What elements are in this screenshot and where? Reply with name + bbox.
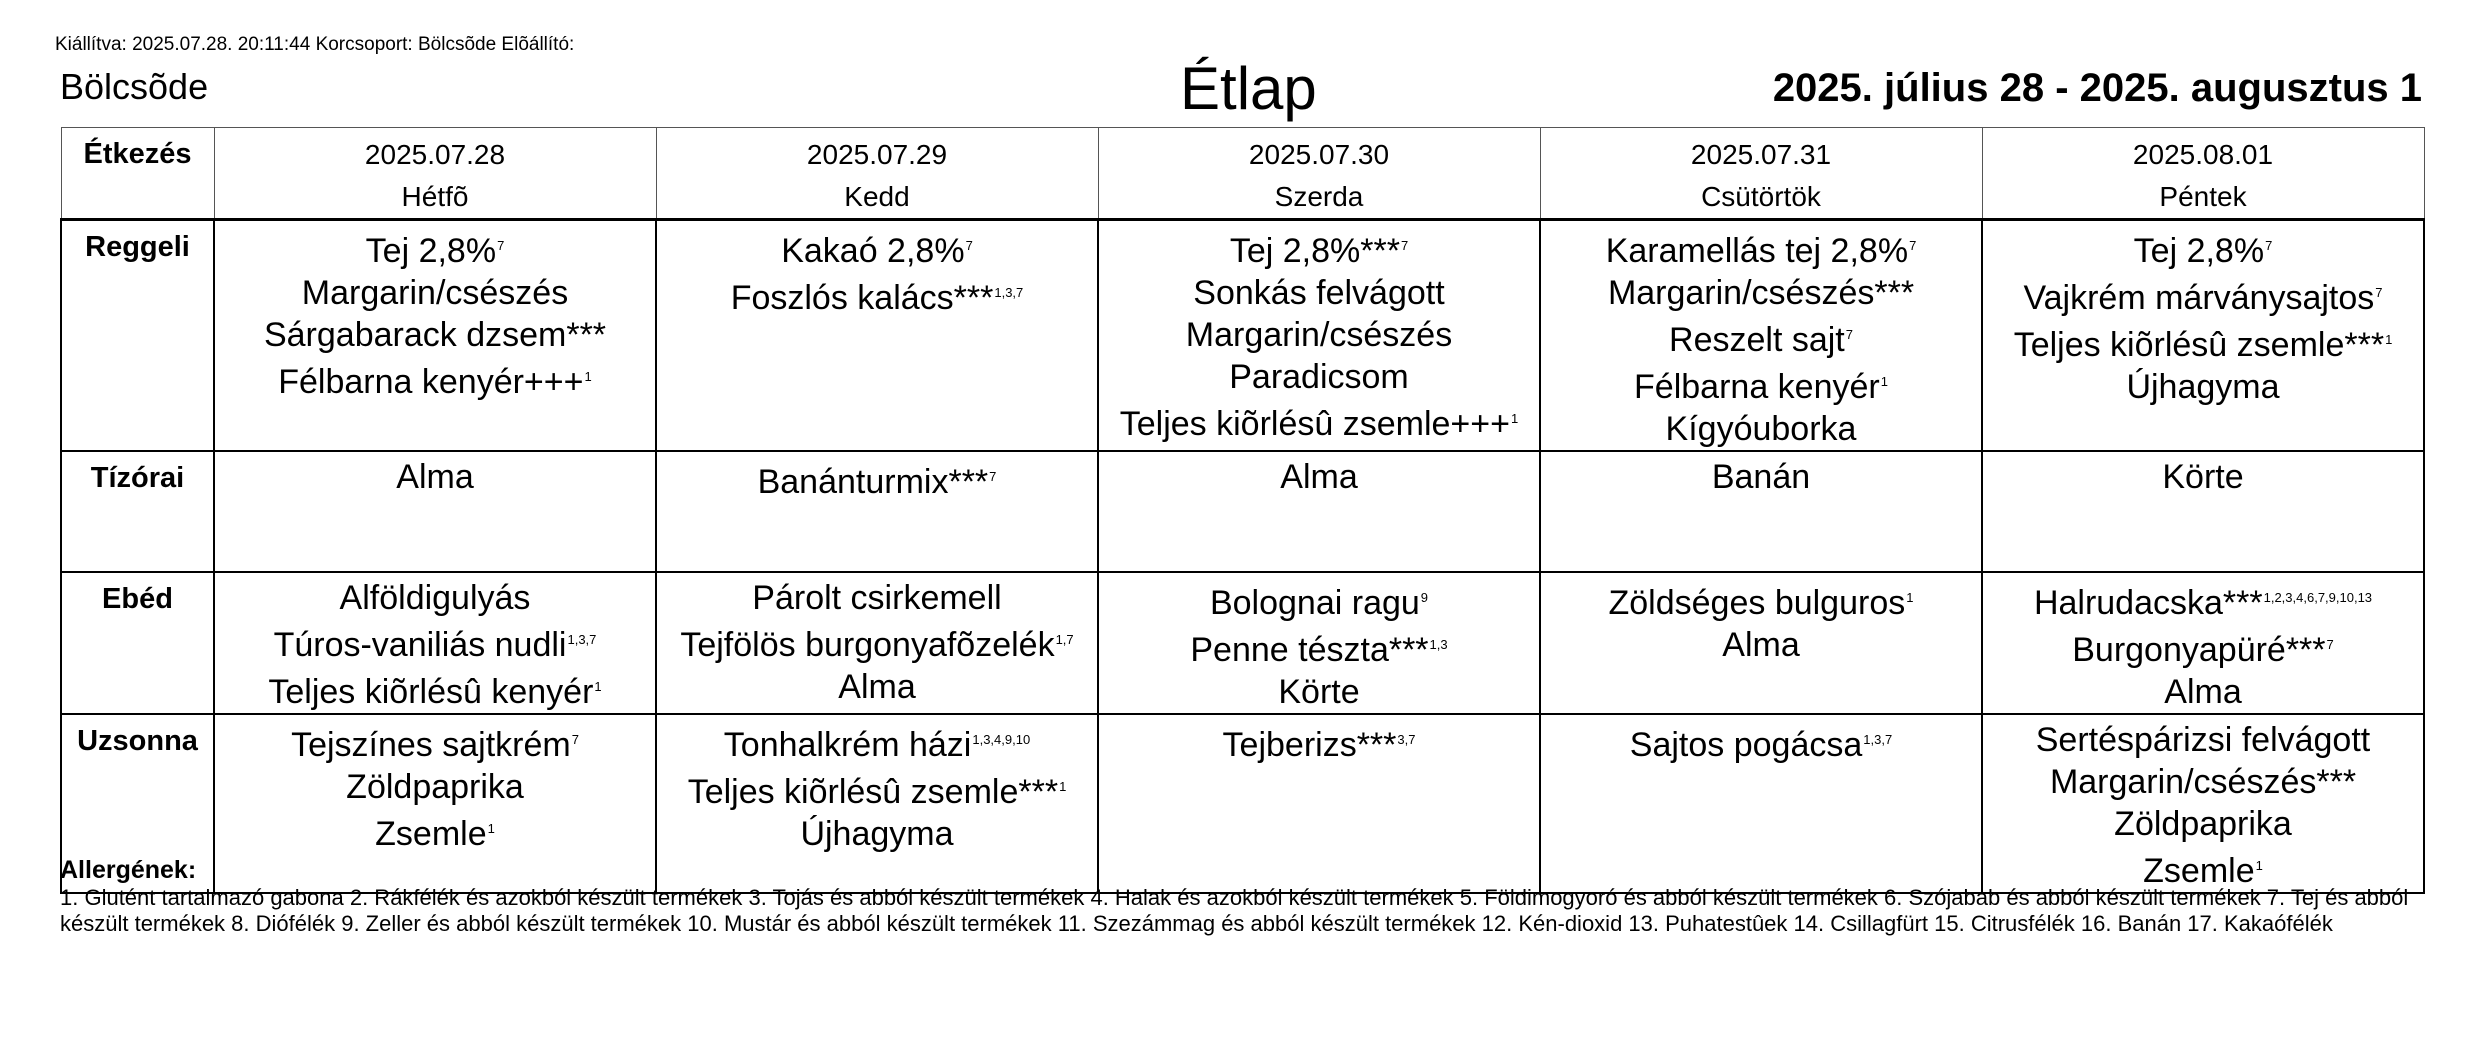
menu-item [1541, 577, 1981, 624]
menu-item [1541, 361, 1981, 408]
allergen-codes: 1 [584, 369, 592, 384]
menu-cell-items [1099, 715, 1539, 766]
menu-item-name: Tejberizs*** [1222, 726, 1397, 764]
menu-item-name: Újhagyma [800, 815, 954, 853]
menu-item [215, 719, 655, 766]
menu-item [215, 666, 655, 713]
allergen-codes: 1 [1906, 590, 1914, 605]
meal-row [61, 572, 2424, 714]
allergen-list: 1. Glutént tartalmazó gabona 2. Rákfélék és azokból készült termékek 3. Tojás és abból készült termékek 4. Halak és azokból készült termékek 5. Földimogyoró és abból készült termékek 6. Szójabab és abból készült termékek 7. Tej és abból készült termékek 8. Diófélék 9. Zeller és abból készült termékek 10. Mustár és abból készült termékek 11. Szezámmag és abból készült termékek 12. Kén-dioxid 13. Puhatestûek 14. Csillagfürt 15. Citrusfélék 16. Banán 17. Kakaófélék [60, 885, 2409, 936]
menu-item-name: Alföldigulyás [339, 579, 531, 617]
menu-item-name: Tej 2,8% [2133, 232, 2265, 270]
menu-cell [1540, 572, 1982, 714]
menu-item [1099, 577, 1539, 624]
menu-cell [1982, 572, 2424, 714]
allergen-codes: 1,3,7 [1863, 732, 1893, 747]
menu-item-name: Margarin/csészés*** [2049, 763, 2357, 801]
menu-item [1983, 761, 2423, 803]
day-header-cell [1982, 128, 2424, 220]
menu-item-name: Banánturmix*** [757, 463, 989, 501]
menu-cell [214, 220, 656, 452]
allergen-codes: 7 [2326, 637, 2334, 652]
allergen-codes: 1 [594, 679, 602, 694]
menu-item-name: Túros-vaniliás nudli [273, 626, 567, 664]
menu-item [657, 666, 1097, 708]
menu-item-name: Margarin/csészés [301, 274, 569, 312]
menu-item [1099, 356, 1539, 398]
allergen-heading: Allergének: [60, 856, 197, 884]
menu-item [1099, 671, 1539, 713]
menu-cell-items [1983, 573, 2423, 713]
meal-label-cell [61, 451, 214, 572]
menu-item-name: Tej 2,8% [365, 232, 497, 270]
menu-cell-items [215, 573, 655, 713]
date-range: 2025. július 28 - 2025. augusztus 1 [1772, 66, 2422, 110]
menu-item-name: Körte [2162, 458, 2244, 496]
menu-cell [1540, 451, 1982, 572]
menu-item [1983, 803, 2423, 845]
menu-item-name: Sajtos pogácsa [1629, 726, 1863, 764]
menu-item [657, 456, 1097, 503]
menu-item-name: Félbarna kenyér+++ [278, 363, 584, 401]
menu-item [1541, 225, 1981, 272]
day-date: 2025.07.30 [1248, 139, 1390, 170]
menu-cell-items [657, 573, 1097, 708]
allergen-codes: 1 [487, 821, 495, 836]
menu-item-name: Zöldpaprika [346, 768, 524, 806]
menu-item [1099, 225, 1539, 272]
menu-cell-items [1541, 573, 1981, 666]
menu-item-name: Teljes kiõrlésû zsemle*** [2013, 326, 2385, 364]
menu-cell [1098, 220, 1540, 452]
menu-item-name: Teljes kiõrlésû kenyér [268, 673, 594, 711]
menu-cell [1540, 220, 1982, 452]
menu-item [657, 619, 1097, 666]
meal-label-cell [61, 220, 214, 452]
menu-item-name: Halrudacska*** [2033, 584, 2263, 622]
day-date: 2025.07.28 [364, 139, 506, 170]
menu-item-name: Banán [1711, 458, 1811, 496]
menu-item [1983, 719, 2423, 761]
menu-item [215, 619, 655, 666]
menu-item-name: Paradicsom [1229, 358, 1409, 396]
menu-item-name: Félbarna kenyér [1634, 368, 1880, 406]
menu-item [1541, 624, 1981, 666]
allergen-codes: 1 [2385, 332, 2393, 347]
menu-item [1541, 719, 1981, 766]
meal-row [61, 220, 2424, 452]
menu-cell-items [215, 715, 655, 855]
menu-item [1983, 272, 2423, 319]
meal-label: Reggeli [85, 231, 190, 263]
menu-item [1541, 314, 1981, 361]
menu-item-name: Tejfölös burgonyafõzelék [680, 626, 1055, 664]
allergen-codes: 1 [1511, 411, 1519, 426]
menu-item [1983, 671, 2423, 713]
menu-item-name: Foszlós kalács*** [730, 279, 994, 317]
allergen-codes: 1,7 [1055, 632, 1074, 647]
corner-header-cell [61, 128, 214, 220]
menu-item [1099, 624, 1539, 671]
menu-item [657, 719, 1097, 766]
page-title: Étlap [1180, 55, 1317, 122]
meal-label: Ebéd [102, 583, 173, 615]
menu-item [1983, 456, 2423, 498]
menu-cell [214, 572, 656, 714]
header-row [61, 128, 2424, 220]
day-name: Hétfõ [401, 181, 469, 212]
menu-item [1541, 272, 1981, 314]
menu-item-name: Sárgabarack dzsem*** [263, 316, 607, 354]
menu-item-name: Sertéspárizsi felvágott [2035, 721, 2371, 759]
allergen-codes: 1 [1059, 779, 1067, 794]
menu-item [657, 272, 1097, 319]
allergen-codes: 1,3,7 [994, 285, 1024, 300]
menu-item-name: Burgonyapüré*** [2072, 631, 2326, 669]
menu-item [215, 808, 655, 855]
day-date: 2025.07.29 [806, 139, 948, 170]
menu-item [1099, 314, 1539, 356]
menu-item [1541, 456, 1981, 498]
menu-item-name: Bolognai ragu [1209, 584, 1420, 622]
menu-cell [1982, 451, 2424, 572]
menu-item [215, 766, 655, 808]
menu-item [1099, 272, 1539, 314]
menu-item-name: Zöldséges bulguros [1608, 584, 1906, 622]
menu-cell [1982, 220, 2424, 452]
menu-item [1983, 319, 2423, 366]
menu-item-name: Zöldpaprika [2114, 805, 2292, 843]
menu-item-name: Tonhalkrém házi [723, 726, 972, 764]
meal-label: Tízórai [90, 462, 185, 494]
menu-item [215, 225, 655, 272]
day-date: 2025.07.31 [1690, 139, 1832, 170]
allergen-codes: 1,2,3,4,6,7,9,10,13 [2263, 590, 2373, 605]
menu-item-name: Zsemle [375, 815, 487, 853]
menu-item [1983, 577, 2423, 624]
menu-item-name: Karamellás tej 2,8% [1605, 232, 1909, 270]
menu-cell [656, 220, 1098, 452]
menu-cell-items [657, 715, 1097, 855]
menu-item [1099, 719, 1539, 766]
menu-cell-items [215, 221, 655, 403]
menu-item [215, 577, 655, 619]
menu-item-name: Körte [1278, 673, 1360, 711]
meal-row [61, 451, 2424, 572]
menu-item [1983, 225, 2423, 272]
menu-item [1099, 398, 1539, 445]
menu-item [657, 577, 1097, 619]
day-name: Szerda [1274, 181, 1364, 212]
day-name: Csütörtök [1701, 181, 1821, 212]
menu-cell-items [657, 221, 1097, 319]
day-header-cell [214, 128, 656, 220]
menu-cell [1098, 451, 1540, 572]
menu-table [60, 127, 2425, 894]
menu-item [657, 225, 1097, 272]
menu-item-name: Kígyóuborka [1665, 410, 1857, 448]
menu-item-name: Alma [2164, 673, 2242, 711]
menu-item-name: Alma [1280, 458, 1358, 496]
allergen-codes: 1 [1880, 374, 1888, 389]
menu-item-name: Alma [838, 668, 916, 706]
allergen-codes: 7 [2265, 238, 2273, 253]
menu-item-name: Alma [1722, 626, 1800, 664]
menu-cell-items [1541, 715, 1981, 766]
menu-cell-items [1541, 452, 1981, 498]
allergen-codes: 7 [571, 732, 579, 747]
menu-item [1983, 366, 2423, 408]
allergen-legend [60, 856, 2480, 937]
menu-item [215, 314, 655, 356]
menu-item-name: Újhagyma [2126, 368, 2280, 406]
allergen-codes: 1,3 [1429, 637, 1448, 652]
allergen-codes: 3,7 [1397, 732, 1416, 747]
menu-item-name: Margarin/csészés [1185, 316, 1453, 354]
menu-cell-items [1541, 221, 1981, 450]
allergen-codes: 7 [989, 469, 997, 484]
allergen-codes: 7 [1400, 238, 1409, 253]
menu-item-name: Reszelt sajt [1669, 321, 1845, 359]
menu-item [657, 766, 1097, 813]
day-header-cell [1540, 128, 1982, 220]
allergen-codes: 1 [2255, 858, 2263, 873]
allergen-codes: 7 [497, 238, 505, 253]
menu-item [1983, 624, 2423, 671]
menu-cell-items [1099, 221, 1539, 445]
menu-item-name: Párolt csirkemell [752, 579, 1002, 617]
meal-label: Uzsonna [77, 725, 198, 757]
menu-item [1099, 456, 1539, 498]
menu-item-name: Zsemle [2143, 852, 2255, 890]
allergen-codes: 7 [2375, 285, 2383, 300]
menu-cell-items [1983, 221, 2423, 408]
menu-item-name: Sonkás felvágott [1193, 274, 1445, 312]
allergen-codes: 1,3,4,9,10 [972, 732, 1031, 747]
allergen-codes: 7 [1845, 327, 1853, 342]
menu-cell [214, 451, 656, 572]
menu-item-name: Teljes kiõrlésû zsemle+++ [1119, 405, 1510, 443]
menu-item-name: Tejszínes sajtkrém [291, 726, 571, 764]
menu-item-name: Margarin/csészés*** [1607, 274, 1915, 312]
menu-cell-items [657, 452, 1097, 503]
menu-item [215, 356, 655, 403]
issued-meta: Kiállítva: 2025.07.28. 20:11:44 Korcsoport: Bölcsõde Elõállító: [55, 34, 575, 55]
menu-item [215, 456, 655, 498]
day-header-cell [656, 128, 1098, 220]
allergen-codes: 7 [1909, 238, 1917, 253]
allergen-codes: 9 [1420, 590, 1429, 605]
day-name: Kedd [844, 181, 910, 212]
menu-item-name: Penne tészta*** [1190, 631, 1429, 669]
menu-cell [656, 572, 1098, 714]
menu-item-name: Kakaó 2,8% [781, 232, 965, 270]
day-header-cell [1098, 128, 1540, 220]
menu-item-name: Alma [396, 458, 474, 496]
menu-cell-items [1099, 452, 1539, 498]
day-date: 2025.08.01 [2132, 139, 2274, 170]
allergen-codes: 7 [965, 238, 973, 253]
menu-cell-items [1983, 452, 2423, 498]
menu-cell-items [215, 452, 655, 498]
menu-item-name: Vajkrém márványsajtos [2023, 279, 2375, 317]
menu-item-name: Teljes kiõrlésû zsemle*** [687, 773, 1059, 811]
menu-item [1541, 408, 1981, 450]
menu-item [215, 272, 655, 314]
menu-cell [1098, 572, 1540, 714]
menu-item-name: Tej 2,8%*** [1229, 232, 1400, 270]
meal-label-cell [61, 572, 214, 714]
menu-item [657, 813, 1097, 855]
day-name: Péntek [2159, 181, 2247, 212]
meal-column-header: Étkezés [83, 138, 192, 170]
menu-cell-items [1099, 573, 1539, 713]
allergen-codes: 1,3,7 [567, 632, 597, 647]
menu-cell [656, 451, 1098, 572]
age-group-title: Bölcsõde [60, 66, 209, 107]
